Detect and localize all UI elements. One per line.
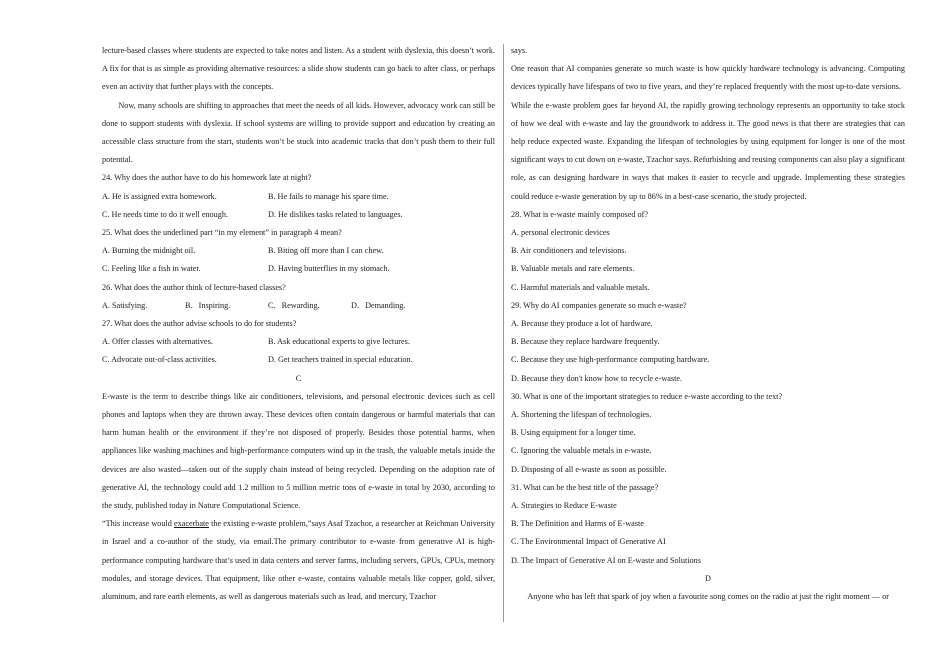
option-b: B. Ask educational experts to give lectures. — [268, 337, 410, 347]
section-heading-c: C — [295, 373, 302, 383]
question-stem: 24. Why does the author have to do his homework late at night? — [102, 173, 312, 183]
option-d: D. Get teachers trained in special education. — [268, 355, 413, 365]
option-c: B. Valuable metals and rare elements. — [511, 264, 635, 274]
option-a: A. Shortening the lifespan of technologies. — [511, 410, 652, 420]
question-29 — [511, 297, 905, 388]
option-a: A. Offer classes with alternatives. — [102, 337, 213, 347]
option-d: D. Having butterflies in my stomach. — [268, 264, 390, 274]
text-run: “This increase would — [102, 519, 174, 529]
option-a: A. Burning the midnight oil. — [102, 246, 196, 256]
question-28 — [511, 206, 905, 297]
left-column — [102, 42, 495, 606]
text-run: the existing e-waste problem,”says Asaf Tzachor, a researcher at Reichman University in Israel and a co-author of the study, via email.The primary contributor to e-waste from generative AI is high-performance computing hardware that’s used in data centers and server farms, including servers, GPUs, CPUs, memory modules, and storage devices. That equipment, like other e-waste, contains valuable metals like copper, gold, silver, aluminum, and rare earth elements, as well as dangerous materials such as lead, and mercury, Tzachor — [102, 519, 495, 601]
option-d: D. He dislikes tasks related to languages. — [268, 209, 403, 219]
question-stem: 30. What is one of the important strategies to reduce e-waste according to the text? — [511, 391, 783, 401]
right-column — [511, 42, 905, 606]
question-31 — [511, 479, 905, 570]
passage-c-paragraph: One reason that AI companies generate so much waste is how quickly hardware technology is advancing. Computing devices typically have lifespans of two to five years, and they’re replaced frequently with the most up-to-date versions. — [511, 64, 905, 92]
passage-c-paragraph: While the e-waste problem goes far beyond AI, the rapidly growing technology represents an opportunity to take stock of how we deal with e-waste and lay the groundwork to address it. The good news is that there are strategies that can help reduce expected waste. Expanding the lifespan of technologies by using equipment for longer is one of the most significant ways to cut down on e-waste, Tzachor says. Refurbishing and reusing components can also play a significant role, as can designing hardware in ways that makes it easier to recycle and upgrade. Implementing these strategies could reduce e-waste generation by up to 86% in a best-case scenario, the study projected. — [511, 100, 905, 201]
question-stem: 31. What can be the best title of the passage? — [511, 482, 659, 492]
option-b: B. Using equipment for a longer time. — [511, 428, 636, 438]
option-d: D. Because they don't know how to recycle e-waste. — [511, 373, 683, 383]
question-stem: 29. Why do AI companies generate so much e-waste? — [511, 300, 687, 310]
option-c: C. Advocate out-of-class activities. — [102, 355, 217, 365]
option-b: B．Inspiring. — [185, 300, 231, 310]
option-row — [102, 242, 495, 260]
passage-b-paragraph: Now, many schools are shifting to approaches that meet the needs of all kids. However, advocacy work can still be done to support students with dyslexia. If school systems are willing to provide support and education by creating an accessible class structure from the start, students won’t be stuck into academic tracks that don’t push them to their full potential. — [102, 100, 495, 165]
option-c: C. Ignoring the valuable metals in e-waste. — [511, 446, 652, 456]
option-row — [102, 188, 495, 206]
option-d: C. Harmful materials and valuable metals. — [511, 282, 650, 292]
option-d: D. The Impact of Generative AI on E-waste and Solutions — [511, 555, 701, 565]
option-b: B. He fails to manage his spare time. — [268, 191, 389, 201]
option-a: A. Strategies to Reduce E-waste — [511, 501, 617, 511]
option-c: C. The Environmental Impact of Generative AI — [511, 537, 666, 547]
passage-c-paragraph: E-waste is the term to describe things like air conditioners, televisions, and personal electronic devices such as cell phones and laptops when they are thrown away. These devices often contain dangerous or harmful materials that can harm human health or the environment if they’re not disposed of properly. Besides those potential harms, when appliances like washing machines and high-performance computers wind up in the trash, the valuable metals inside the devices are also wasted—taken out of the supply chain instead of being recycled. Depending on the adoption rate of generative AI, the technology could add 1.2 million to 5 million metric tons of e-waste in total by 2030, according to the study, published today in Nature Computational Science. — [102, 391, 495, 510]
option-a: A. Satisfying. — [102, 300, 148, 310]
question-30 — [511, 388, 905, 479]
option-c: C. Because they use high-performance computing hardware. — [511, 355, 710, 365]
option-d: D．Demanding. — [351, 300, 406, 310]
passage-c-paragraph: says. — [511, 46, 528, 55]
option-b: B. The Definition and Harms of E-waste — [511, 519, 644, 529]
passage-c-paragraph — [102, 515, 495, 606]
option-a: A. Because they produce a lot of hardware. — [511, 319, 653, 329]
option-row — [102, 206, 495, 224]
option-row — [102, 351, 495, 369]
question-stem: 27. What does the author advise schools to do for students? — [102, 318, 297, 328]
question-stem: 26. What does the author think of lecture-based classes? — [102, 282, 286, 292]
section-heading-d: D — [705, 573, 711, 583]
question-27 — [102, 315, 495, 370]
question-26 — [102, 279, 495, 315]
passage-b-paragraph: lecture-based classes where students are expected to take notes and listen. As a student with dyslexia, this doesn’t work. A fix for that is as simple as providing alternative resources: a slide show students can go back to after class, or perhaps even an activity that further plays with the concepts. — [102, 46, 495, 92]
question-stem: 28. What is e-waste mainly composed of? — [511, 209, 648, 219]
option-b: B. Air conditioners and televisions. — [511, 246, 627, 256]
option-row — [102, 297, 495, 315]
option-b: B. Biting off more than I can chew. — [268, 246, 384, 256]
option-a: A. He is assigned extra homework. — [102, 191, 217, 201]
option-c: C. He needs time to do it well enough. — [102, 209, 228, 219]
passage-d-paragraph: Anyone who has left that spark of joy when a favourite song comes on the radio at just the right moment — or — [527, 592, 889, 602]
option-row — [102, 333, 495, 351]
underlined-word: exacerbate — [173, 519, 209, 529]
question-25 — [102, 224, 495, 279]
option-c: C．Rewarding. — [268, 300, 320, 310]
option-row — [102, 260, 495, 278]
option-b: B. Because they replace hardware frequently. — [511, 337, 660, 347]
column-divider — [503, 44, 504, 622]
option-c: C. Feeling like a fish in water. — [102, 264, 201, 274]
option-a: A. personal electronic devices — [511, 228, 610, 238]
question-24 — [102, 169, 495, 224]
question-stem: 25. What does the underlined part “in my element” in paragraph 4 mean? — [102, 228, 342, 237]
option-d: D. Disposing of all e-waste as soon as possible. — [511, 464, 667, 474]
